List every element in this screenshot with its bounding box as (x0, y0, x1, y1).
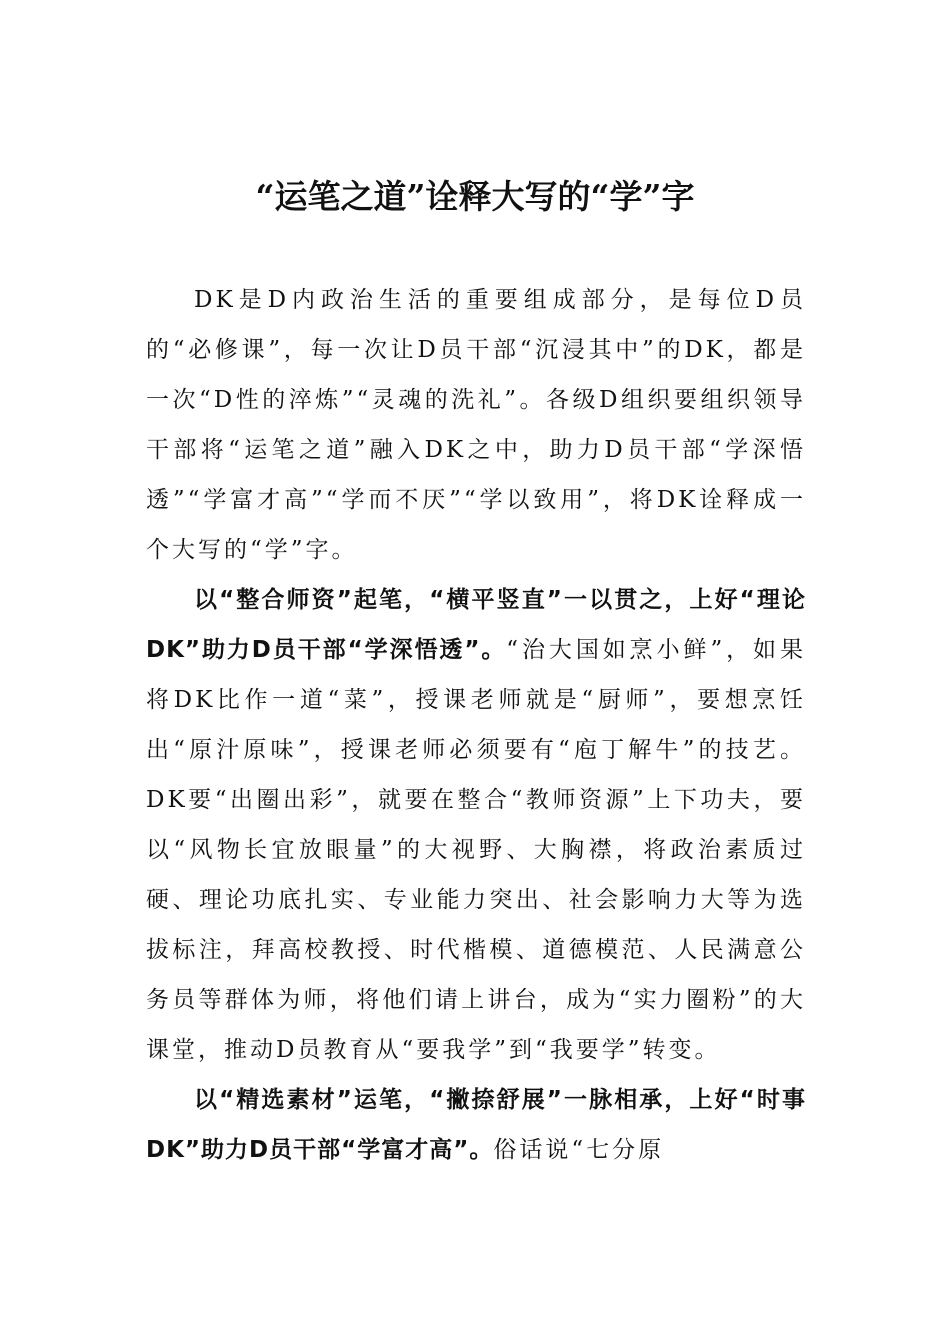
document-title: “运笔之道”诠释大写的“学”字 (255, 177, 695, 216)
paragraph-lead: 以“精选素材”运笔，“撇捺舒展”一脉相承，上好“时事DK”助力D员干部“学富才高”。 (146, 1087, 806, 1163)
paragraph-text: 俗话说“七分原 (493, 1137, 665, 1163)
paragraph-lead: 以“整合师资”起笔，“横平竖直”一以贯之，上好“理论DK”助力D员干部“学深悟透”。 (146, 587, 806, 663)
document-body (146, 275, 806, 1175)
paragraph-text: “治大国如烹小鲜”，如果将DK比作一道“菜”，授课老师就是“厨师”，要想烹饪出“原汁原味”，授课老师必须要有“庖丁解牛”的技艺。DK要“出圈出彩”，就要在整合“教师资源”上下功夫，要以“风物长宜放眼量”的大视野、大胸襟，将政治素质过硬、理论功底扎实、专业能力突出、社会影响力大等为选拔标注，拜高校教授、时代楷模、道德模范、人民满意公务员等群体为师，将他们请上讲台，成为“实力圈粉”的大课堂，推动D员教育从“要我学”到“我要学”转变。 (146, 637, 806, 1063)
paragraph-theory-dk (146, 575, 806, 1075)
paragraph-intro (146, 275, 806, 575)
paragraph-text: DK是D内政治生活的重要组成部分，是每位D员的“必修课”，每一次让D员干部“沉浸其中”的DK，都是一次“D性的淬炼”“灵魂的洗礼”。各级D组织要组织领导干部将“运笔之道”融入DK之中，助力D员干部“学深悟透”“学富才高”“学而不厌”“学以致用”，将DK诠释成一个大写的“学”字。 (146, 287, 806, 563)
paragraph-current-affairs-dk (146, 1075, 806, 1175)
